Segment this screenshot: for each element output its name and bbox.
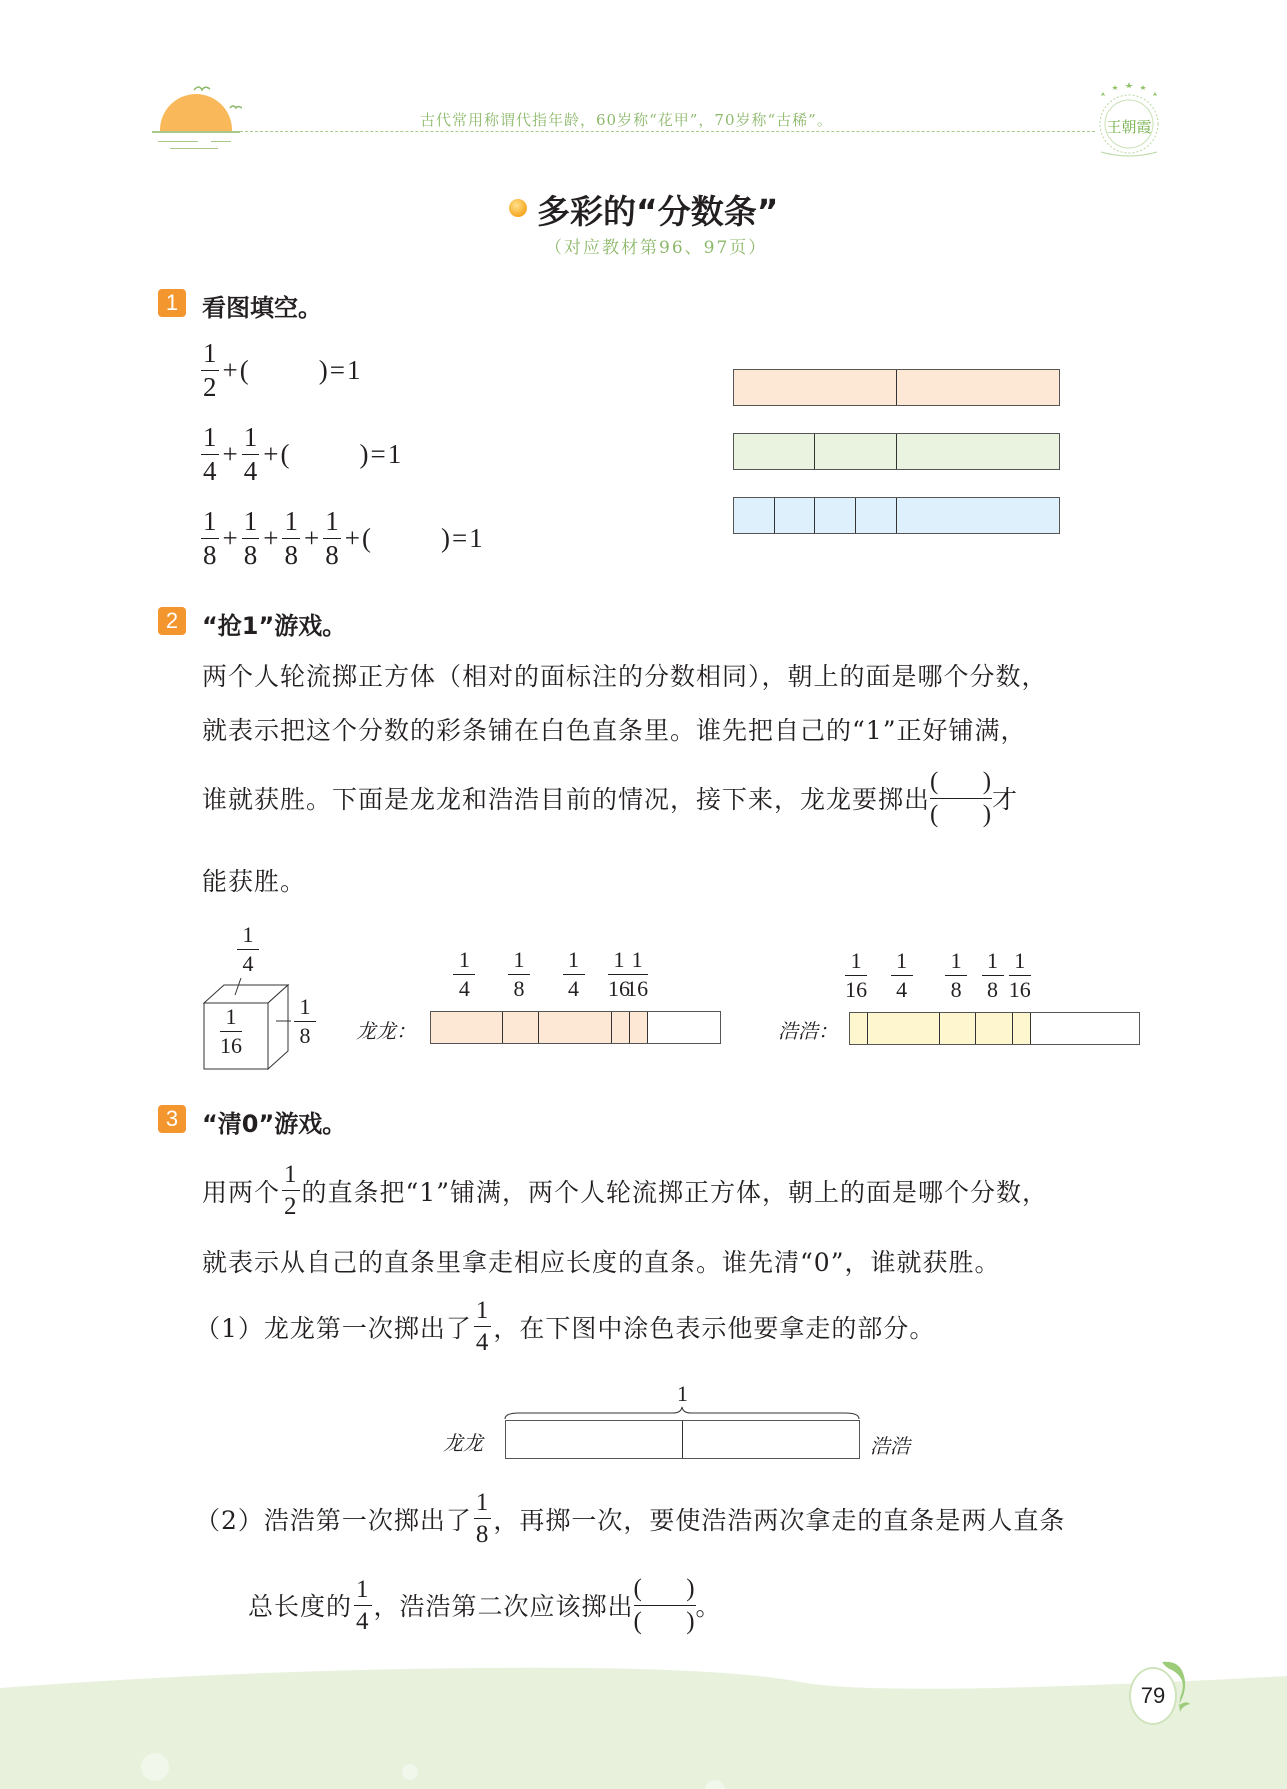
page-title: 多彩的“分数条” bbox=[537, 192, 779, 231]
bar-segment bbox=[815, 434, 896, 469]
brace bbox=[503, 1405, 863, 1421]
bar-piece bbox=[940, 1013, 976, 1044]
piece-fraction-label: $\frac{1}{16}$ bbox=[607, 947, 630, 1001]
fraction: $\frac{1}{4}$ bbox=[243, 422, 258, 486]
bird-icon bbox=[192, 82, 242, 122]
piece-fraction-label: $\frac{1}{8}$ bbox=[945, 950, 967, 1001]
bar-piece bbox=[1013, 1013, 1031, 1044]
bar-piece bbox=[539, 1012, 611, 1043]
logo-text: 王朝霞 bbox=[1106, 118, 1152, 136]
equation-2: $\frac{1}{4}$ + $\frac{1}{4}$ + ( ) = 1 bbox=[203, 422, 402, 486]
fraction: $\frac{1}{2}$ bbox=[203, 338, 217, 402]
bar-piece bbox=[630, 1012, 648, 1043]
wave-line bbox=[170, 148, 218, 149]
piece-fraction-label: $\frac{1}{4}$ bbox=[453, 949, 475, 1000]
q3-part-1: （1）龙龙第一次掷出了 $\frac{1}{4}$ ，在下图中涂色表示他要拿走的部分。 bbox=[195, 1297, 936, 1356]
dolphin-icon bbox=[1150, 1658, 1200, 1718]
fraction: $\frac{1}{8}$ bbox=[284, 506, 298, 570]
wave-line bbox=[158, 141, 198, 142]
question-heading: “清0”游戏。 bbox=[202, 1110, 347, 1138]
bar-segment bbox=[897, 370, 1060, 405]
q3-part-2-cont: 总长度的 $\frac{1}{4}$ ，浩浩第二次应该掷出 ( ) ( ) 。 bbox=[248, 1575, 722, 1635]
page-number: 79 bbox=[1129, 1667, 1177, 1725]
bar-piece bbox=[612, 1012, 630, 1043]
bar-segment bbox=[734, 434, 815, 469]
longlong-bar bbox=[430, 1011, 721, 1044]
page-subtitle: （对应教材第96、97页） bbox=[545, 238, 768, 258]
bar-piece bbox=[976, 1013, 1012, 1044]
cube-side-fraction: $\frac{1}{8}$ bbox=[294, 996, 316, 1047]
equation-3: $\frac{1}{8}$ + $\frac{1}{8}$ + $\frac{1}{8}$ + $\frac{1}{8}$ + ( ) = 1 bbox=[203, 506, 483, 570]
cube-front-fraction: $\frac{1}{16}$ bbox=[220, 1004, 242, 1058]
bar-empty-remainder bbox=[648, 1012, 720, 1043]
fraction-bar-eighths bbox=[733, 497, 1060, 534]
haohao-label: 浩浩： bbox=[778, 1019, 838, 1043]
bar-segment bbox=[815, 498, 856, 533]
footer-wave bbox=[0, 1660, 1287, 1789]
q3-part-2: （2）浩浩第一次掷出了 $\frac{1}{8}$ ，再掷一次，要使浩浩两次拿走的直条是两人直条 bbox=[195, 1489, 1066, 1548]
q3-text-line-2: 就表示从自己的直条里拿走相应长度的直条。谁先清“0”，谁就获胜。 bbox=[202, 1248, 1001, 1277]
fraction-cube bbox=[195, 975, 295, 1075]
bar-piece bbox=[850, 1013, 868, 1044]
bar-segment bbox=[734, 498, 775, 533]
bar-segment bbox=[775, 498, 816, 533]
q2-text-line-1: 两个人轮流掷正方体（相对的面标注的分数相同），朝上的面是哪个分数， bbox=[202, 662, 1048, 691]
bar-segment[interactable] bbox=[683, 1421, 860, 1458]
question-number: 3 bbox=[158, 1105, 186, 1133]
question-number: 1 bbox=[158, 289, 186, 317]
fraction: $\frac{1}{8}$ bbox=[243, 506, 258, 570]
wave-line bbox=[211, 141, 231, 142]
q2-text-line-3: 谁就获胜。下面是龙龙和浩浩目前的情况，接下来，龙龙要掷出 ( ) ( ) 才 bbox=[202, 768, 1019, 828]
fraction: $\frac{1}{8}$ bbox=[203, 506, 217, 570]
piece-fraction-label: $\frac{1}{16}$ bbox=[1008, 948, 1031, 1002]
question-number: 2 bbox=[158, 607, 186, 635]
fraction: $\frac{1}{2}$ bbox=[284, 1161, 298, 1220]
header-divider bbox=[240, 131, 1095, 132]
answer-fraction-blank[interactable]: ( ) ( ) bbox=[930, 768, 993, 828]
question-heading: “抢1”游戏。 bbox=[202, 612, 347, 640]
shade-bar[interactable] bbox=[505, 1420, 860, 1459]
q2-text-line-2: 就表示把这个分数的彩条铺在白色直条里。谁先把自己的“1”正好铺满， bbox=[202, 716, 1027, 745]
bar-segment bbox=[856, 498, 897, 533]
bar-segment bbox=[897, 498, 1060, 533]
title-bullet-icon bbox=[509, 199, 527, 217]
diagram-right-label: 浩浩 bbox=[870, 1434, 910, 1458]
bar-piece bbox=[868, 1013, 940, 1044]
q2-text-line-4: 能获胜。 bbox=[202, 867, 307, 896]
bar-segment bbox=[897, 434, 1060, 469]
fraction: $\frac{1}{4}$ bbox=[203, 422, 217, 486]
piece-fraction-label: $\frac{1}{16}$ bbox=[845, 948, 868, 1002]
longlong-label: 龙龙： bbox=[356, 1019, 416, 1043]
bar-segment bbox=[734, 370, 897, 405]
fraction: $\frac{1}{4}$ bbox=[475, 1297, 490, 1356]
total-label: 1 bbox=[677, 1381, 688, 1406]
piece-fraction-label: $\frac{1}{16}$ bbox=[626, 947, 649, 1001]
haohao-bar bbox=[849, 1012, 1140, 1045]
bar-piece bbox=[431, 1012, 503, 1043]
fraction: $\frac{1}{8}$ bbox=[325, 506, 339, 570]
cube-top-fraction: $\frac{1}{4}$ bbox=[237, 924, 259, 975]
piece-fraction-label: $\frac{1}{4}$ bbox=[563, 949, 585, 1000]
brand-logo bbox=[1093, 82, 1165, 162]
fraction: $\frac{1}{4}$ bbox=[356, 1575, 370, 1635]
bar-segment[interactable] bbox=[506, 1421, 683, 1458]
header-tip: 古代常用称谓代指年龄，60岁称“花甲”，70岁称“古稀”。 bbox=[420, 111, 833, 129]
diagram-left-label: 龙龙 bbox=[443, 1431, 483, 1455]
horizon-line bbox=[152, 131, 240, 133]
equation-1: $\frac{1}{2}$ + ( ) = 1 bbox=[203, 338, 361, 402]
bar-piece bbox=[503, 1012, 539, 1043]
piece-fraction-label: $\frac{1}{8}$ bbox=[508, 949, 530, 1000]
bar-empty-remainder bbox=[1031, 1013, 1139, 1044]
piece-fraction-label: $\frac{1}{4}$ bbox=[891, 950, 913, 1001]
question-heading: 看图填空。 bbox=[202, 294, 322, 322]
piece-fraction-label: $\frac{1}{8}$ bbox=[982, 950, 1004, 1001]
fraction-bar-quarters bbox=[733, 433, 1060, 470]
answer-fraction-blank[interactable]: ( ) ( ) bbox=[633, 1575, 696, 1635]
fraction-bar-halves bbox=[733, 369, 1060, 406]
q3-text-line-1: 用两个 $\frac{1}{2}$ 的直条把“1”铺满，两个人轮流掷正方体，朝上的面是哪个分数， bbox=[202, 1161, 1048, 1220]
fraction: $\frac{1}{8}$ bbox=[475, 1489, 490, 1548]
